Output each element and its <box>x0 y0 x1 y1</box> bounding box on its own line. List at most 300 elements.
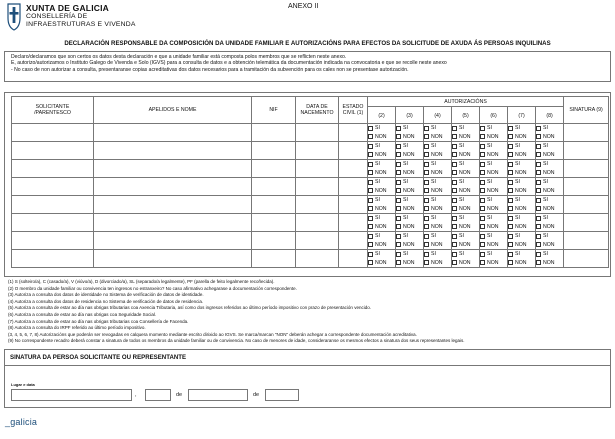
checkbox[interactable] <box>452 206 457 211</box>
checkbox[interactable] <box>452 198 457 203</box>
option-yes[interactable] <box>396 214 423 223</box>
checkbox[interactable] <box>452 144 457 149</box>
apelidos-cell[interactable] <box>94 160 252 178</box>
option-label: SI <box>431 215 436 222</box>
checkbox[interactable] <box>396 198 401 203</box>
checkbox[interactable] <box>424 180 429 185</box>
authorization-cell <box>396 250 424 268</box>
checkbox[interactable] <box>480 188 485 193</box>
option-yes[interactable] <box>480 178 507 187</box>
option-no[interactable] <box>424 241 451 250</box>
option-yes[interactable] <box>396 160 423 169</box>
checkbox[interactable] <box>508 234 513 239</box>
option-yes[interactable] <box>368 250 395 259</box>
option-label: NON <box>375 241 387 248</box>
option-yes[interactable] <box>424 178 451 187</box>
option-yes[interactable] <box>396 124 423 133</box>
option-no[interactable] <box>424 133 451 142</box>
checkbox[interactable] <box>536 198 541 203</box>
option-yes[interactable] <box>452 160 479 169</box>
checkbox[interactable] <box>396 260 401 265</box>
estado-civil-cell[interactable] <box>339 160 368 178</box>
checkbox[interactable] <box>480 242 485 247</box>
checkbox[interactable] <box>452 234 457 239</box>
option-no[interactable] <box>368 259 395 268</box>
checkbox[interactable] <box>368 234 373 239</box>
option-yes[interactable] <box>536 160 563 169</box>
signature-cell[interactable] <box>564 250 609 268</box>
option-no[interactable] <box>508 259 535 268</box>
signature-cell[interactable] <box>564 196 609 214</box>
option-yes[interactable] <box>452 142 479 151</box>
option-yes[interactable] <box>368 124 395 133</box>
option-yes[interactable] <box>424 250 451 259</box>
estado-civil-cell[interactable] <box>339 250 368 268</box>
checkbox[interactable] <box>452 126 457 131</box>
table-row <box>12 214 609 232</box>
sub-col-header: (5) <box>452 107 480 124</box>
option-yes[interactable] <box>536 214 563 223</box>
option-no[interactable] <box>480 223 507 232</box>
table-row <box>12 250 609 268</box>
checkbox[interactable] <box>480 234 485 239</box>
signature-title: SINATURA DA PERSOA SOLICITANTE OU REPRESENTANTE <box>10 354 187 361</box>
option-yes[interactable] <box>508 178 535 187</box>
option-no[interactable] <box>368 241 395 250</box>
option-no[interactable] <box>396 151 423 160</box>
option-no[interactable] <box>452 169 479 178</box>
checkbox[interactable] <box>480 134 485 139</box>
checkbox[interactable] <box>396 206 401 211</box>
checkbox[interactable] <box>368 206 373 211</box>
option-yes[interactable] <box>368 214 395 223</box>
option-no[interactable] <box>536 187 563 196</box>
checkbox[interactable] <box>536 188 541 193</box>
checkbox[interactable] <box>480 198 485 203</box>
option-yes[interactable] <box>424 196 451 205</box>
nif-cell[interactable] <box>252 232 296 250</box>
checkbox[interactable] <box>508 206 513 211</box>
solicitante-cell[interactable] <box>12 178 94 196</box>
year-input[interactable] <box>265 389 299 401</box>
option-yes[interactable] <box>368 160 395 169</box>
solicitante-cell[interactable] <box>12 214 94 232</box>
option-yes[interactable] <box>480 232 507 241</box>
signature-cell[interactable] <box>564 142 609 160</box>
checkbox[interactable] <box>508 216 513 221</box>
checkbox[interactable] <box>480 144 485 149</box>
nacemento-cell[interactable] <box>296 250 339 268</box>
option-no[interactable] <box>368 187 395 196</box>
checkbox[interactable] <box>424 134 429 139</box>
option-yes[interactable] <box>368 232 395 241</box>
option-yes[interactable] <box>396 142 423 151</box>
option-yes[interactable] <box>508 250 535 259</box>
nif-cell[interactable] <box>252 178 296 196</box>
nif-cell[interactable] <box>252 124 296 142</box>
apelidos-cell[interactable] <box>94 232 252 250</box>
checkbox[interactable] <box>480 170 485 175</box>
solicitante-cell[interactable] <box>12 250 94 268</box>
checkbox[interactable] <box>396 170 401 175</box>
option-yes[interactable] <box>508 214 535 223</box>
option-yes[interactable] <box>452 124 479 133</box>
checkbox[interactable] <box>396 188 401 193</box>
checkbox[interactable] <box>396 234 401 239</box>
checkbox[interactable] <box>508 260 513 265</box>
option-no[interactable] <box>480 151 507 160</box>
option-yes[interactable] <box>508 124 535 133</box>
apelidos-cell[interactable] <box>94 142 252 160</box>
nacemento-cell[interactable] <box>296 214 339 232</box>
option-no[interactable] <box>536 205 563 214</box>
solicitante-cell[interactable] <box>12 196 94 214</box>
checkbox[interactable] <box>536 162 541 167</box>
footnote: (4) Autoriza a consulta dos datos de residencia no Sistema de verificación de datos de residencia. <box>8 298 204 304</box>
checkbox[interactable] <box>368 260 373 265</box>
option-yes[interactable] <box>536 142 563 151</box>
checkbox[interactable] <box>396 242 401 247</box>
option-no[interactable] <box>480 133 507 142</box>
checkbox[interactable] <box>480 260 485 265</box>
checkbox[interactable] <box>480 252 485 257</box>
checkbox[interactable] <box>424 170 429 175</box>
checkbox[interactable] <box>480 206 485 211</box>
checkbox[interactable] <box>396 180 401 185</box>
option-yes[interactable] <box>424 232 451 241</box>
checkbox[interactable] <box>508 162 513 167</box>
nacemento-cell[interactable] <box>296 178 339 196</box>
option-no[interactable] <box>424 187 451 196</box>
option-yes[interactable] <box>424 124 451 133</box>
checkbox[interactable] <box>536 216 541 221</box>
checkbox[interactable] <box>396 216 401 221</box>
checkbox[interactable] <box>536 234 541 239</box>
checkbox[interactable] <box>452 224 457 229</box>
checkbox[interactable] <box>396 144 401 149</box>
checkbox[interactable] <box>508 198 513 203</box>
checkbox[interactable] <box>452 162 457 167</box>
checkbox[interactable] <box>452 170 457 175</box>
nif-cell[interactable] <box>252 214 296 232</box>
option-no[interactable] <box>368 205 395 214</box>
option-no[interactable] <box>368 133 395 142</box>
apelidos-cell[interactable] <box>94 124 252 142</box>
option-yes[interactable] <box>508 232 535 241</box>
checkbox[interactable] <box>536 126 541 131</box>
checkbox[interactable] <box>368 198 373 203</box>
option-no[interactable] <box>508 223 535 232</box>
checkbox[interactable] <box>368 242 373 247</box>
checkbox[interactable] <box>452 188 457 193</box>
checkbox[interactable] <box>424 234 429 239</box>
option-yes[interactable] <box>508 196 535 205</box>
checkbox[interactable] <box>368 162 373 167</box>
option-no[interactable] <box>452 187 479 196</box>
option-no[interactable] <box>368 169 395 178</box>
option-no[interactable] <box>508 133 535 142</box>
checkbox[interactable] <box>424 252 429 257</box>
option-no[interactable] <box>424 223 451 232</box>
signature-cell[interactable] <box>564 124 609 142</box>
checkbox[interactable] <box>452 134 457 139</box>
checkbox[interactable] <box>396 224 401 229</box>
estado-civil-cell[interactable] <box>339 178 368 196</box>
footnote: (6) Autoriza a consulta de estar ao día nas obrigas coa Seguridade Social. <box>8 311 157 317</box>
col-apelidos: APELIDOS E NOME <box>94 97 252 124</box>
month-input[interactable] <box>188 389 248 401</box>
checkbox[interactable] <box>508 152 513 157</box>
checkbox[interactable] <box>452 152 457 157</box>
checkbox[interactable] <box>368 152 373 157</box>
authorization-cell <box>368 142 396 160</box>
checkbox[interactable] <box>508 134 513 139</box>
nacemento-cell[interactable] <box>296 160 339 178</box>
option-yes[interactable] <box>452 178 479 187</box>
nacemento-cell[interactable] <box>296 142 339 160</box>
checkbox[interactable] <box>508 126 513 131</box>
option-label: SI <box>459 143 464 150</box>
checkbox[interactable] <box>536 252 541 257</box>
checkbox[interactable] <box>508 180 513 185</box>
checkbox[interactable] <box>536 170 541 175</box>
option-no[interactable] <box>424 151 451 160</box>
option-no[interactable] <box>536 151 563 160</box>
checkbox[interactable] <box>452 180 457 185</box>
option-no[interactable] <box>508 205 535 214</box>
option-yes[interactable] <box>536 196 563 205</box>
estado-civil-cell[interactable] <box>339 124 368 142</box>
checkbox[interactable] <box>452 260 457 265</box>
nif-cell[interactable] <box>252 142 296 160</box>
checkbox[interactable] <box>424 206 429 211</box>
checkbox[interactable] <box>480 162 485 167</box>
option-label: NON <box>543 133 555 140</box>
authorization-cell <box>424 214 452 232</box>
option-no[interactable] <box>452 133 479 142</box>
option-yes[interactable] <box>480 250 507 259</box>
option-yes[interactable] <box>452 196 479 205</box>
checkbox[interactable] <box>424 260 429 265</box>
checkbox[interactable] <box>508 170 513 175</box>
option-yes[interactable] <box>368 142 395 151</box>
checkbox[interactable] <box>368 126 373 131</box>
option-no[interactable] <box>368 151 395 160</box>
authorization-cell <box>368 178 396 196</box>
checkbox[interactable] <box>396 152 401 157</box>
option-yes[interactable] <box>452 250 479 259</box>
checkbox[interactable] <box>452 252 457 257</box>
option-no[interactable] <box>480 259 507 268</box>
option-yes[interactable] <box>368 196 395 205</box>
option-yes[interactable] <box>396 232 423 241</box>
checkbox[interactable] <box>480 152 485 157</box>
option-label: NON <box>543 241 555 248</box>
checkbox[interactable] <box>396 126 401 131</box>
option-no[interactable] <box>452 205 479 214</box>
checkbox[interactable] <box>424 242 429 247</box>
checkbox[interactable] <box>424 162 429 167</box>
solicitante-cell[interactable] <box>12 160 94 178</box>
option-yes[interactable] <box>424 214 451 223</box>
page-header <box>4 3 611 33</box>
nacemento-cell[interactable] <box>296 232 339 250</box>
option-no[interactable] <box>508 151 535 160</box>
option-yes[interactable] <box>424 160 451 169</box>
checkbox[interactable] <box>480 126 485 131</box>
option-no[interactable] <box>452 151 479 160</box>
signature-cell[interactable] <box>564 160 609 178</box>
checkbox[interactable] <box>368 224 373 229</box>
option-yes[interactable] <box>536 124 563 133</box>
option-no[interactable] <box>536 169 563 178</box>
authorization-cell <box>536 178 564 196</box>
option-no[interactable] <box>396 169 423 178</box>
option-yes[interactable] <box>480 160 507 169</box>
option-yes[interactable] <box>480 124 507 133</box>
option-yes[interactable] <box>396 250 423 259</box>
option-no[interactable] <box>508 169 535 178</box>
authorization-cell <box>452 196 480 214</box>
checkbox[interactable] <box>508 242 513 247</box>
option-no[interactable] <box>396 187 423 196</box>
option-no[interactable] <box>480 169 507 178</box>
solicitante-cell[interactable] <box>12 232 94 250</box>
apelidos-cell[interactable] <box>94 214 252 232</box>
option-yes[interactable] <box>452 214 479 223</box>
option-yes[interactable] <box>424 142 451 151</box>
option-yes[interactable] <box>508 160 535 169</box>
authorization-cell <box>452 250 480 268</box>
signature-cell[interactable] <box>564 232 609 250</box>
checkbox[interactable] <box>424 198 429 203</box>
option-no[interactable] <box>396 205 423 214</box>
checkbox[interactable] <box>368 180 373 185</box>
checkbox[interactable] <box>508 188 513 193</box>
option-no[interactable] <box>536 133 563 142</box>
checkbox[interactable] <box>480 180 485 185</box>
option-no[interactable] <box>452 259 479 268</box>
option-yes[interactable] <box>452 232 479 241</box>
apelidos-cell[interactable] <box>94 178 252 196</box>
checkbox[interactable] <box>536 152 541 157</box>
option-no[interactable] <box>536 241 563 250</box>
estado-civil-cell[interactable] <box>339 196 368 214</box>
checkbox[interactable] <box>536 206 541 211</box>
option-no[interactable] <box>508 241 535 250</box>
solicitante-cell[interactable] <box>12 124 94 142</box>
place-input[interactable] <box>11 389 132 401</box>
option-no[interactable] <box>424 169 451 178</box>
checkbox[interactable] <box>536 134 541 139</box>
option-no[interactable] <box>424 205 451 214</box>
checkbox[interactable] <box>396 252 401 257</box>
option-yes[interactable] <box>536 232 563 241</box>
option-yes[interactable] <box>368 178 395 187</box>
checkbox[interactable] <box>536 224 541 229</box>
estado-civil-cell[interactable] <box>339 232 368 250</box>
option-no[interactable] <box>536 259 563 268</box>
checkbox[interactable] <box>480 224 485 229</box>
option-yes[interactable] <box>480 142 507 151</box>
checkbox[interactable] <box>396 162 401 167</box>
option-no[interactable] <box>396 223 423 232</box>
checkbox[interactable] <box>424 188 429 193</box>
option-no[interactable] <box>536 223 563 232</box>
option-yes[interactable] <box>396 178 423 187</box>
de-label-2: de <box>253 392 260 398</box>
checkbox[interactable] <box>536 144 541 149</box>
signature-cell[interactable] <box>564 214 609 232</box>
option-no[interactable] <box>396 133 423 142</box>
checkbox[interactable] <box>480 216 485 221</box>
checkbox[interactable] <box>368 134 373 139</box>
nif-cell[interactable] <box>252 250 296 268</box>
checkbox[interactable] <box>368 188 373 193</box>
option-no[interactable] <box>452 241 479 250</box>
estado-civil-cell[interactable] <box>339 214 368 232</box>
checkbox[interactable] <box>508 224 513 229</box>
nif-cell[interactable] <box>252 160 296 178</box>
checkbox[interactable] <box>508 144 513 149</box>
day-input[interactable] <box>145 389 171 401</box>
checkbox[interactable] <box>368 144 373 149</box>
checkbox[interactable] <box>424 224 429 229</box>
option-yes[interactable] <box>396 196 423 205</box>
option-no[interactable] <box>480 187 507 196</box>
checkbox[interactable] <box>368 252 373 257</box>
nif-cell[interactable] <box>252 196 296 214</box>
option-no[interactable] <box>396 241 423 250</box>
option-yes[interactable] <box>480 196 507 205</box>
estado-civil-cell[interactable] <box>339 142 368 160</box>
option-no[interactable] <box>452 223 479 232</box>
option-label: SI <box>375 161 380 168</box>
checkbox[interactable] <box>368 170 373 175</box>
option-no[interactable] <box>396 259 423 268</box>
checkbox[interactable] <box>424 144 429 149</box>
checkbox[interactable] <box>536 242 541 247</box>
checkbox[interactable] <box>424 216 429 221</box>
option-no[interactable] <box>424 259 451 268</box>
checkbox[interactable] <box>536 180 541 185</box>
option-yes[interactable] <box>536 250 563 259</box>
checkbox[interactable] <box>368 216 373 221</box>
checkbox[interactable] <box>396 134 401 139</box>
checkbox[interactable] <box>424 126 429 131</box>
checkbox[interactable] <box>424 152 429 157</box>
option-no[interactable] <box>480 205 507 214</box>
nacemento-cell[interactable] <box>296 124 339 142</box>
option-yes[interactable] <box>536 178 563 187</box>
checkbox[interactable] <box>536 260 541 265</box>
option-yes[interactable] <box>508 142 535 151</box>
option-label: SI <box>487 179 492 186</box>
apelidos-cell[interactable] <box>94 250 252 268</box>
apelidos-cell[interactable] <box>94 196 252 214</box>
option-no[interactable] <box>508 187 535 196</box>
option-yes[interactable] <box>480 214 507 223</box>
solicitante-cell[interactable] <box>12 142 94 160</box>
nacemento-cell[interactable] <box>296 196 339 214</box>
checkbox[interactable] <box>452 242 457 247</box>
option-no[interactable] <box>480 241 507 250</box>
checkbox[interactable] <box>452 216 457 221</box>
col-sinatura: SINATURA (9) <box>564 97 609 124</box>
signature-cell[interactable] <box>564 178 609 196</box>
option-no[interactable] <box>368 223 395 232</box>
checkbox[interactable] <box>508 252 513 257</box>
